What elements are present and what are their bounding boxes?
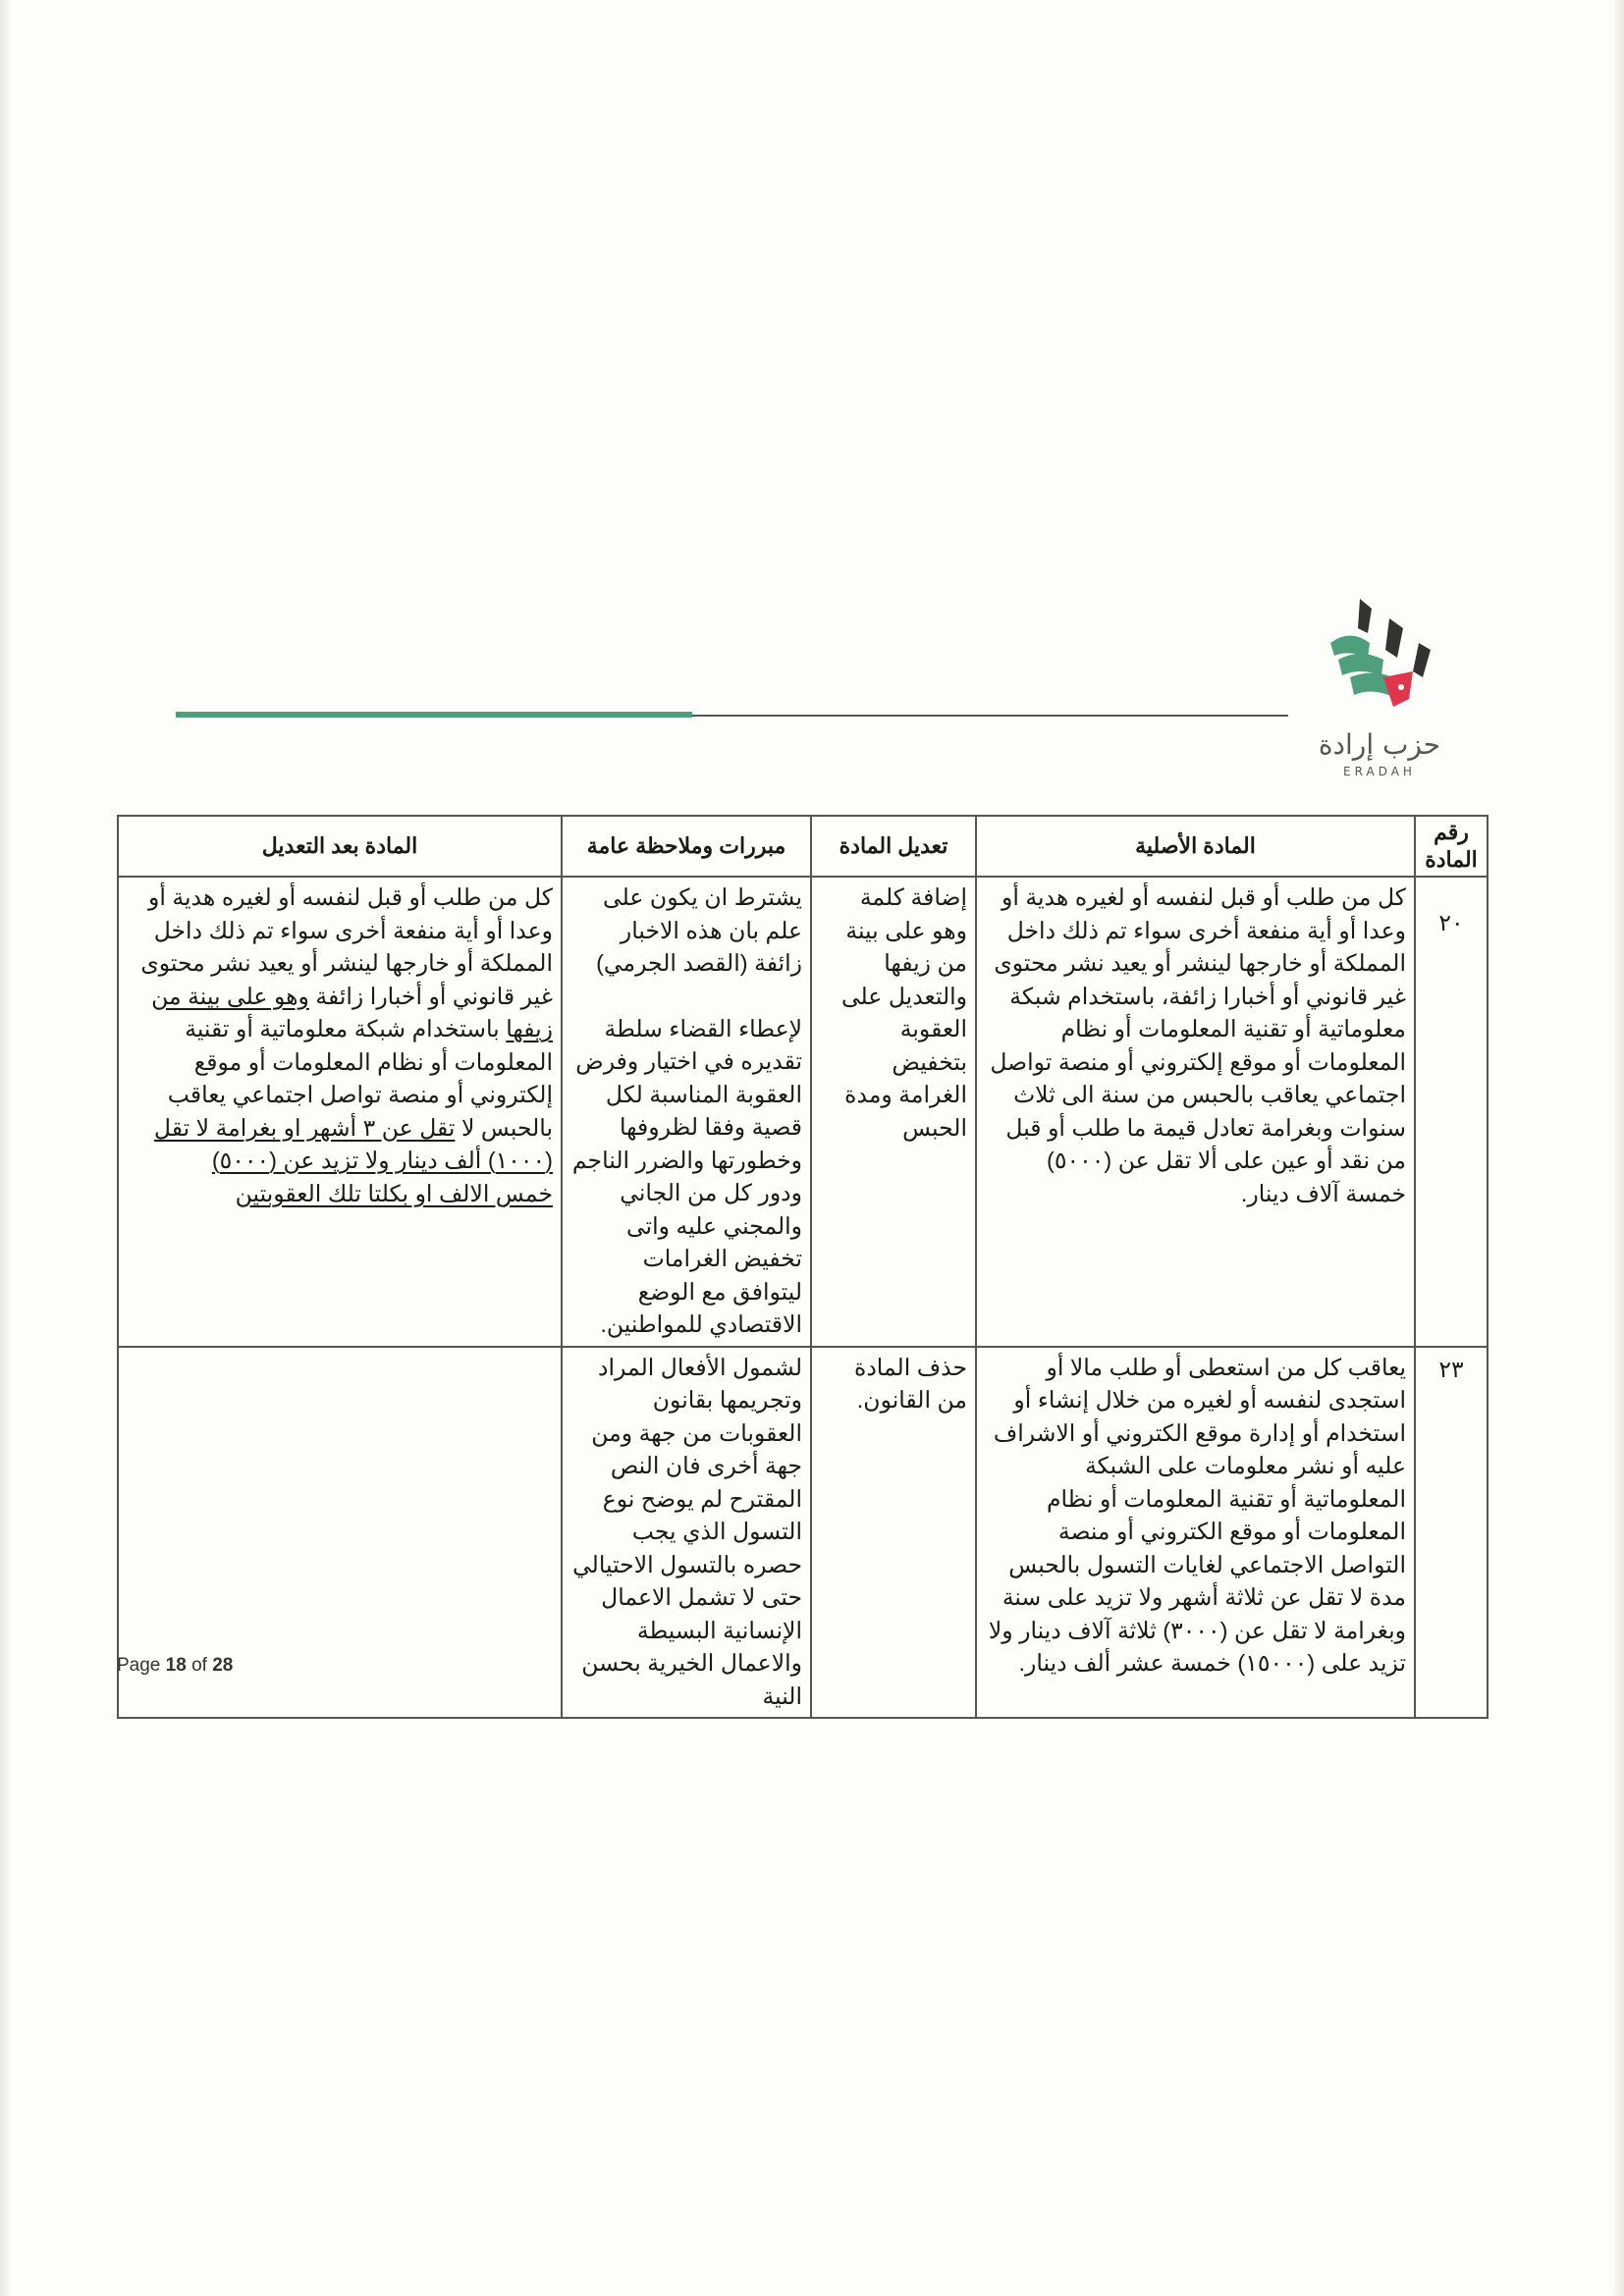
- eradah-party-logo: [1301, 589, 1458, 785]
- header-divider-line: [692, 715, 1288, 717]
- logo-arabic-name: حزب إرادة: [1318, 728, 1441, 761]
- header-justification: مبررات وملاحظة عامة: [562, 816, 811, 877]
- page-number: [117, 1655, 233, 1677]
- total-pages: 28: [212, 1655, 234, 1676]
- after-text: باستخدام شبكة معلوماتية أو تقنية المعلومات أو نظام المعلومات أو موقع إلكتروني أو منصة تواصل اجتماعي يعاقب بالحبس لا: [167, 1016, 553, 1141]
- table-row: [118, 877, 1488, 1347]
- header-original: المادة الأصلية: [976, 816, 1415, 877]
- amendment-text: حذف المادة من القانون.: [811, 1347, 976, 1719]
- after-text: كل من طلب أو قبل لنفسه أو لغيره هدية أو وعدا أو أية منفعة أخرى سواء تم ذلك داخل المملكة أو خارجها لينشر أو يعيد نشر محتوى غير قانوني أو أخبارا زائفة: [140, 884, 553, 1009]
- of-label: of: [191, 1655, 207, 1676]
- current-page: 18: [165, 1655, 187, 1676]
- article-number: ٢٣: [1415, 1347, 1488, 1719]
- justification-text: لشمول الأفعال المراد وتجريمها بقانون العقوبات من جهة ومن جهة أخرى فان النص المقترح لم يوضح نوع التسول الذي يجب حصره بالتسول الاحتيالي حتى لا تشمل الاعمال الإنسانية البسيطة والاعمال الخيرية بحسن النية: [562, 1347, 811, 1719]
- table-header-row: [118, 816, 1488, 877]
- header-accent-line: [176, 712, 692, 718]
- header-article-number: رقم المادة: [1415, 816, 1488, 877]
- scan-edge-left: [0, 0, 12, 2296]
- original-text: يعاقب كل من استعطى أو طلب مالا أو استجدى لنفسه أو لغيره من خلال إنشاء أو استخدام أو إدارة موقع الكتروني أو الاشراف عليه أو نشر معلومات على الشبكة المعلوماتية أو تقنية المعلومات أو نظام المعلومات أو موقع الكتروني أو منصة التواصل الاجتماعي لغايات التسول بالحبس مدة لا تقل عن ثلاثة أشهر ولا تزيد على سنة وبغرامة لا تقل عن (٣٠٠٠) ثلاثة آلاف دينار ولا تزيد على (١٥٠٠٠) خمسة عشر ألف دينار.: [976, 1347, 1415, 1719]
- original-text: كل من طلب أو قبل لنفسه أو لغيره هدية أو وعدا أو أية منفعة أخرى سواء تم ذلك داخل المملكة أو خارجها لينشر أو يعيد نشر محتوى غير قانوني أو أخبارا زائفة، باستخدام شبكة معلوماتية أو تقنية المعلومات أو نظام المعلومات أو موقع إلكتروني أو منصة تواصل اجتماعي يعاقب بالحبس من سنة الى ثلاث سنوات وبغرامة تعادل قيمة ما طلب أو قبل من نقد أو عين على ألا تقل عن (٥٠٠٠) خمسة آلاف دينار.: [976, 877, 1415, 1347]
- header-after-amendment: المادة بعد التعديل: [118, 816, 562, 877]
- justification-text: لإعطاء القضاء سلطة تقديره في اختيار وفرض العقوبة المناسبة لكل قصية وفقا لظروفها وخطورتها والضرر الناجم ودور كل من الجاني والمجني عليه واتى تخفيض الغرامات ليتوافق مع الوضع الاقتصادي للمواطنين.: [571, 1015, 802, 1337]
- justification-cell: [562, 877, 811, 1347]
- page-label: Page: [117, 1655, 161, 1676]
- after-amendment-cell: [118, 877, 562, 1347]
- amendment-text: إضافة كلمة وهو على بينة من زيفها والتعديل على العقوبة بتخفيض الغرامة ومدة الحبس: [811, 877, 976, 1347]
- after-text-underlined: خمس الالف او بكلتا تلك العقوبتين: [235, 1180, 553, 1206]
- table-row: [118, 1347, 1488, 1719]
- article-number: ٢٠: [1415, 877, 1488, 1347]
- after-text-underlined: وهو على بينة من زيفها: [151, 983, 553, 1041]
- after-text-underlined: تقل عن ٣ أشهر او بغرامة لا تقل (١٠٠٠) ألف دينار ولا تزيد عن (٥٠٠٠): [153, 1114, 553, 1173]
- logo-english-name: ERADAH: [1343, 765, 1416, 778]
- scan-edge-right: [1612, 0, 1624, 2296]
- justification-text: يشترط ان يكون على علم بان هذه الاخبار زائفة (القصد الجرمي): [596, 884, 802, 976]
- amendments-table: [117, 815, 1489, 1719]
- header-amendment: تعديل المادة: [811, 816, 976, 877]
- logo-flag-icon: [1321, 589, 1438, 726]
